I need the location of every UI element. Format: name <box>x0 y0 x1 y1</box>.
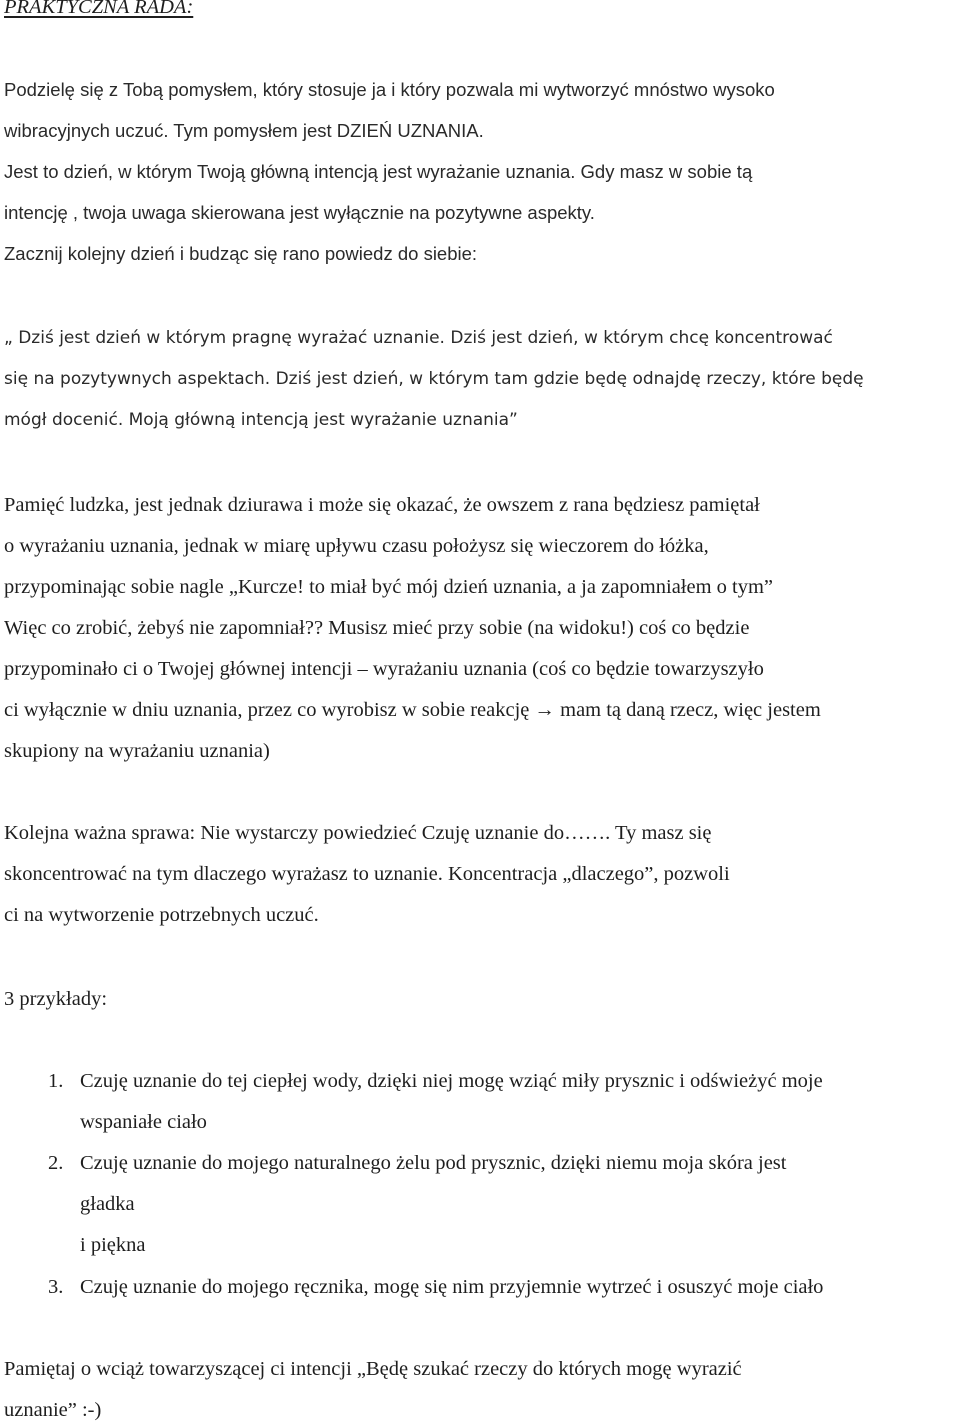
example-2-line-2: gładka <box>80 1193 135 1215</box>
intro-line-3: Jest to dzień, w którym Twoją główną intencją jest wyrażanie uznania. Gdy masz w sobie tą <box>4 161 753 182</box>
closing-line-1: Pamiętaj o wciąż towarzyszącej ci intencji „Będę szukać rzeczy do których mogę wyrazić <box>4 1358 742 1380</box>
example-1-number: 1. <box>48 1070 64 1092</box>
intro-line-1: Podzielę się z Tobą pomysłem, który stosuje ja i który pozwala mi wytworzyć mnóstwo wysoko <box>4 79 775 100</box>
memory-line-7: skupiony na wyrażaniu uznania) <box>4 740 270 762</box>
examples-label: 3 przykłady: <box>4 988 108 1010</box>
page-heading: PRAKTYCZNA RADA: <box>4 0 194 18</box>
example-2-line-3: i piękna <box>80 1234 146 1256</box>
example-2-number: 2. <box>48 1152 64 1174</box>
example-1-line-1: Czuję uznanie do tej ciepłej wody, dzięki niej mogę wziąć miły prysznic i odświeżyć moje <box>80 1070 823 1092</box>
example-1-line-2: wspaniałe ciało <box>80 1111 207 1133</box>
memory-line-6: ci wyłącznie w dniu uznania, przez co wyrobisz w sobie reakcję → mam tą daną rzecz, więc jestem <box>4 699 821 721</box>
memory-line-5: przypominało ci o Twojej głównej intencji – wyrażaniu uznania (coś co będzie towarzyszyło <box>4 658 764 680</box>
affirmation-line-2: się na pozytywnych aspektach. Dziś jest dzień, w którym tam gdzie będę odnajdę rzeczy, które będę <box>4 369 864 389</box>
memory-line-2: o wyrażaniu uznania, jednak w miarę upływu czasu położysz się wieczorem do łóżka, <box>4 535 709 557</box>
closing-line-2: uznanie” :-) <box>4 1399 102 1421</box>
important-line-1: Kolejna ważna sprawa: Nie wystarczy powiedzieć Czuję uznanie do……. Ty masz się <box>4 822 712 844</box>
memory-line-1: Pamięć ludzka, jest jednak dziurawa i może się okazać, że owszem z rana będziesz pamiętał <box>4 494 760 516</box>
affirmation-line-1: „ Dziś jest dzień w którym pragnę wyrażać uznanie. Dziś jest dzień, w którym chcę koncentrować <box>4 328 833 348</box>
important-line-3: ci na wytworzenie potrzebnych uczuć. <box>4 904 319 926</box>
example-3-line-1: Czuję uznanie do mojego ręcznika, mogę się nim przyjemnie wytrzeć i osuszyć moje ciało <box>80 1276 824 1298</box>
example-2-line-1: Czuję uznanie do mojego naturalnego żelu pod prysznic, dzięki niemu moja skóra jest <box>80 1152 787 1174</box>
memory-line-3: przypominając sobie nagle „Kurcze! to miał być mój dzień uznania, a ja zapomniałem o tym” <box>4 576 774 598</box>
memory-line-4: Więc co zrobić, żebyś nie zapomniał?? Musisz mieć przy sobie (na widoku!) coś co będzie <box>4 617 750 639</box>
intro-line-5: Zacznij kolejny dzień i budząc się rano powiedz do siebie: <box>4 243 478 264</box>
intro-line-4: intencję , twoja uwaga skierowana jest wyłącznie na pozytywne aspekty. <box>4 202 595 223</box>
example-3-number: 3. <box>48 1276 64 1298</box>
affirmation-line-3: mógł docenić. Moją główną intencją jest wyrażanie uznania” <box>4 410 518 430</box>
important-line-2: skoncentrować na tym dlaczego wyrażasz to uznanie. Koncentracja „dlaczego”, pozwoli <box>4 863 730 885</box>
intro-line-2: wibracyjnych uczuć. Tym pomysłem jest DZIEŃ UZNANIA. <box>4 120 484 141</box>
